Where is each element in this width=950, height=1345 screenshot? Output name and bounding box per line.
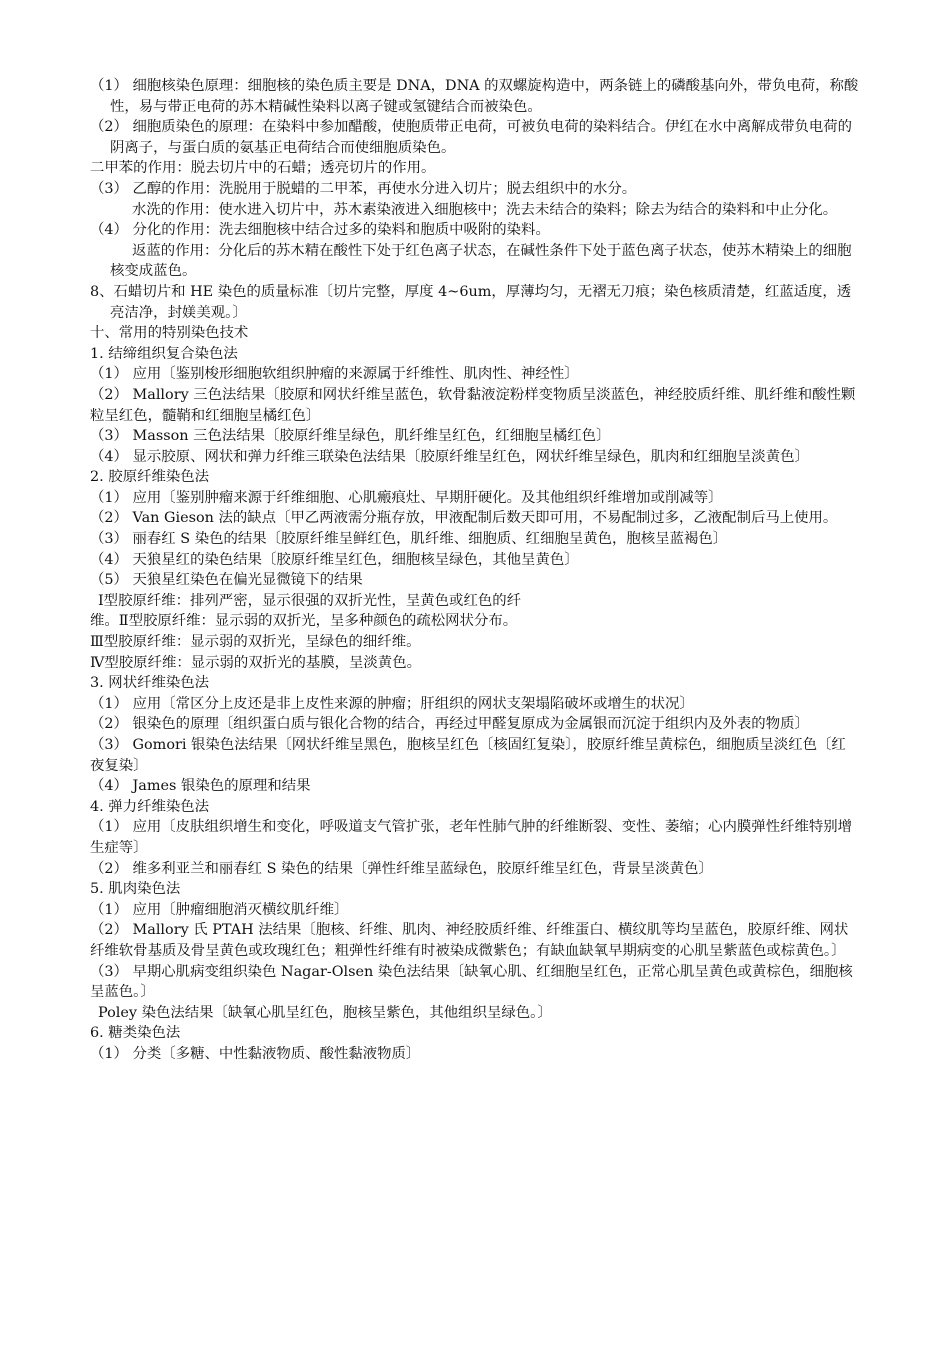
para-ethanol: （3） 乙醇的作用：洗脱用于脱蜡的二甲苯，再使水分进入切片；脱去组织中的水分。 (90, 180, 637, 197)
item-silver-principle: （2） 银染色的原理〔组织蛋白质与银化合物的结合，再经过甲醛复原成为金属银而沉淀于组织内及外表的物质〕 (90, 716, 809, 733)
para-differentiation: （4） 分化的作用：洗去细胞核中结合过多的染料和胞质中吸附的染料。 (90, 222, 550, 239)
item-nagar-olsen: （3） 早期心肌病变组织染色 Nagar-Olsen 染色法结果〔缺氧心肌、红细胞呈红色，正常心肌呈黄色或黄棕色，细胞核呈蓝色。〕 (90, 963, 853, 1001)
item-application-4: （1） 应用〔皮肤组织增生和变化，呼吸道支气管扩张，老年性肺气肿的纤维断裂、变性、萎缩；心内膜弹性纤维特别增生症等〕 (90, 819, 853, 856)
item-van-gieson: （2） Van Gieson 法的缺点〔甲乙两液需分瓶存放，甲液配制后数天即可用，不易配制过多，乙液配制后马上使用。 (90, 510, 838, 527)
item-mallory-ptah: （2） Mallory 氏 PTAH 法结果〔胞核、纤维、肌肉、神经胶质纤维、纤维蛋白、横纹肌等均呈蓝色，胶原纤维、网状纤维软骨基质及骨呈黄色或玫瑰红色；粗弹性纤维有时被染成微紫色；有缺血缺氧早期病变的心肌呈紫蓝色或棕黄色。〕 (90, 922, 849, 959)
section-heading-special-staining: 十、常用的特别染色技术 (90, 325, 249, 342)
item-james-silver: （4） James 银染色的原理和结果 (90, 778, 311, 795)
heading-reticular-fiber: 3. 网状纤维染色法 (90, 675, 210, 692)
item-application-1: （1） 应用〔鉴别梭形细胞软组织肿瘤的来源属于纤维性、肌肉性、神经性〕 (90, 366, 579, 383)
item-classification: （1） 分类〔多糖、中性黏液物质、酸性黏液物质〕 (90, 1045, 421, 1062)
para-quality-standard: 8、石蜡切片和 HE 染色的质量标准〔切片完整，厚度 4~6um，厚薄均匀，无褶无刀痕；染色核质清楚，红蓝适度，透亮洁净，封媄美观。〕 (90, 283, 852, 321)
para-cytoplasm-staining: （2） 细胞质染色的原理：在染料中参加醋酸，使胞质带正电荷，可被负电荷的染料结合。伊红在水中离解成带负电荷的阴离子，与蛋白质的氨基正电荷结合而使细胞质染色。 (90, 119, 853, 156)
para-water-wash: 水洗的作用：使水进入切片中，苏木素染液进入细胞核中；洗去未结合的染料；除去为结合的染料和中止分化。 (132, 201, 838, 218)
collagen-type-2: 维。Ⅱ型胶原纤维：显示弱的双折光，呈多种颜色的疏松网状分布。 (90, 613, 518, 630)
item-application-5: （1） 应用〔肿瘤细胞消灭横纹肌纤维〕 (90, 901, 349, 918)
item-application-2: （1） 应用〔鉴别肿瘤来源于纤维细胞、心肌瘢痕灶、早期肝硬化。及其他组织纤维增加或削减等〕 (90, 489, 723, 506)
collagen-type-4: Ⅳ型胶原纤维：显示弱的双折光的基膜，呈淡黄色。 (90, 654, 421, 671)
heading-muscle: 5. 肌肉染色法 (90, 881, 181, 898)
item-triple-stain: （4） 显示胶原、网状和弹力纤维三联染色法结果〔胶原纤维呈红色，网状纤维呈绿色，肌肉和红细胞呈淡黄色〕 (90, 448, 809, 465)
collagen-type-3: Ⅲ型胶原纤维：显示弱的双折光，呈绿色的细纤维。 (90, 634, 421, 651)
item-mallory-trichrome: （2） Mallory 三色法结果〔胶原和网状纤维呈蓝色，软骨黏液淀粉样变物质呈淡蓝色，神经胶质纤维、肌纤维和酸性颗粒呈红色，髓鞘和红细胞呈橘红色〕 (90, 386, 856, 424)
para-xylene: 二甲苯的作用：脱去切片中的石蜡；透亮切片的作用。 (90, 160, 436, 177)
item-masson-trichrome: （3） Masson 三色法结果〔胶原纤维呈绿色，肌纤维呈红色，红细胞呈橘红色〕 (90, 428, 611, 445)
item-sirius-red-polarized: （5） 天狼星红染色在偏光显微镜下的结果 (90, 572, 363, 589)
heading-collagen-fiber: 2. 胶原纤维染色法 (90, 469, 210, 486)
document-page (90, 76, 860, 1065)
collagen-type-1: Ⅰ型胶原纤维：排列严密，显示很强的双折光性，呈黄色或红色的纤 (98, 592, 522, 609)
heading-carbohydrate: 6. 糖类染色法 (90, 1025, 181, 1042)
item-victoria-blue: （2） 维多利亚兰和丽春红 S 染色的结果〔弹性纤维呈蓝绿色，胶原纤维呈红色，背景呈淡黄色〕 (90, 860, 713, 877)
item-sirius-red: （4） 天狼星红的染色结果〔胶原纤维呈红色，细胞核呈绿色，其他呈黄色〕 (90, 551, 579, 568)
para-bluing: 返蓝的作用：分化后的苏木精在酸性下处于红色离子状态，在碱性条件下处于蓝色离子状态，使苏木精染上的细胞核变成蓝色。 (110, 242, 852, 280)
item-application-3: （1） 应用〔常区分上皮还是非上皮性来源的肿瘤；肝组织的网状支架塌陷破坏或增生的状况〕 (90, 695, 694, 712)
item-gomori-silver: （3） Gomori 银染色法结果〔网状纤维呈黑色，胞核呈红色〔核固红复染〕，胶原纤维呈黄棕色，细胞质呈淡红色〔红夜复染〕 (90, 737, 846, 774)
heading-elastic-fiber: 4. 弹力纤维染色法 (90, 798, 210, 815)
item-poley: Poley 染色法结果〔缺氧心肌呈红色，胞核呈紫色，其他组织呈绿色。〕 (98, 1004, 552, 1021)
item-ponceau-s: （3） 丽春红 S 染色的结果〔胶原纤维呈鲜红色，肌纤维、细胞质、红细胞呈黄色，胞核呈蓝褐色〕 (90, 531, 728, 548)
para-nucleus-staining: （1） 细胞核染色原理：细胞核的染色质主要是 DNA，DNA 的双螺旋构造中，两条链上的磷酸基向外，带负电荷，称酸性，易与带正电荷的苏木精碱性染料以离子键或氢键结合而被染色。 (90, 78, 859, 115)
heading-connective-tissue: 1. 结缔组织复合染色法 (90, 345, 238, 362)
